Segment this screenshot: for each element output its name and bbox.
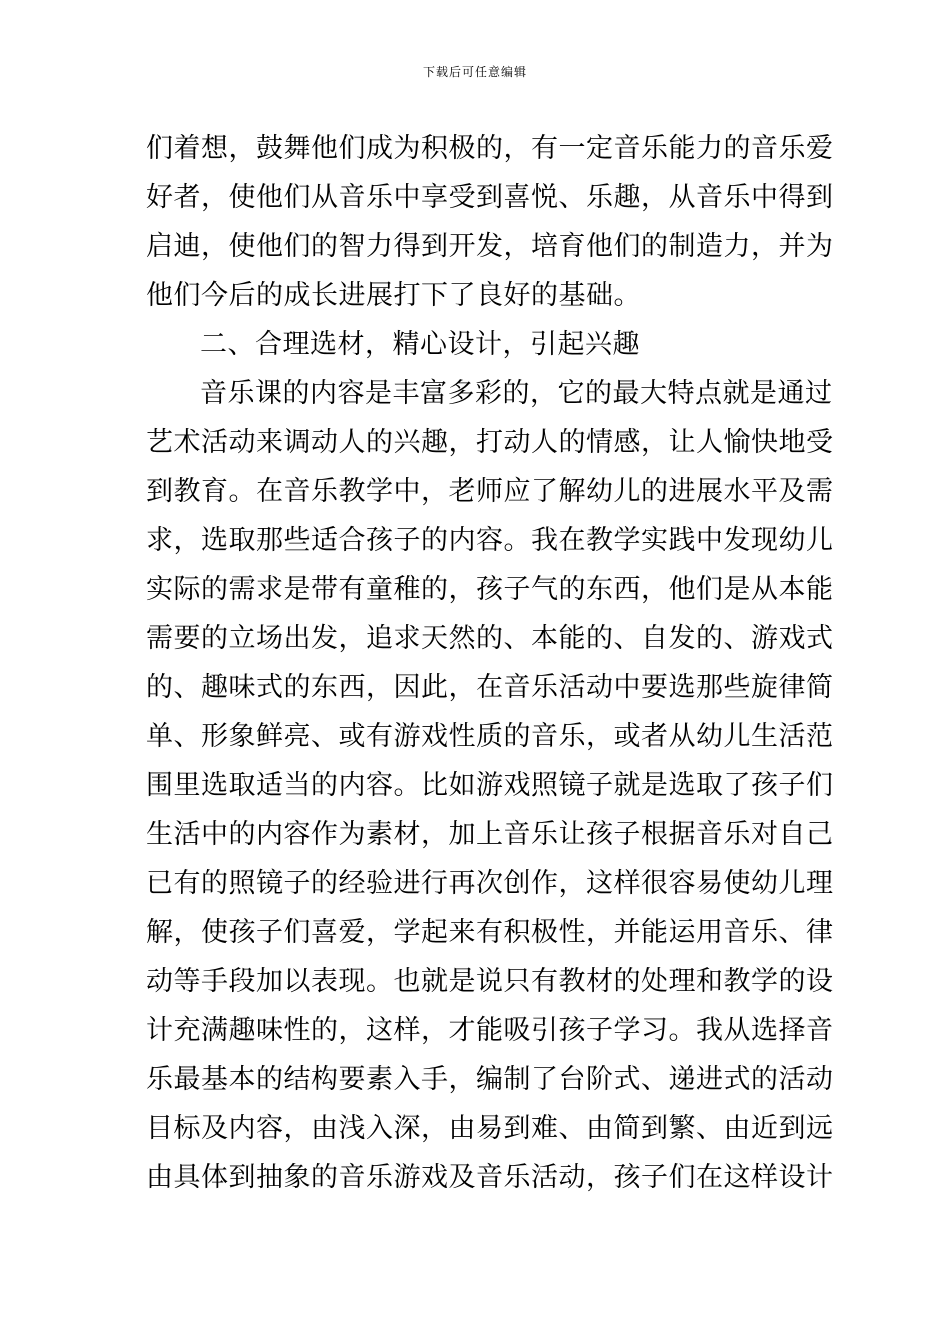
body-line: 实际的需求是带有童稚的，孩子气的东西，他们是从本能	[146, 574, 834, 605]
body-line: 的、趣味式的东西，因此，在音乐活动中要选那些旋律简	[146, 672, 834, 703]
body-line: 艺术活动来调动人的兴趣，打动人的情感，让人愉快地受	[146, 427, 834, 458]
body-line: 到教育。在音乐教学中，老师应了解幼儿的进展水平及需	[146, 476, 834, 507]
body-line: 们着想，鼓舞他们成为积极的，有一定音乐能力的音乐爱	[146, 133, 834, 164]
body-line: 由具体到抽象的音乐游戏及音乐活动，孩子们在这样设计	[146, 1162, 834, 1193]
body-line: 求，选取那些适合孩子的内容。我在教学实践中发现幼儿	[146, 525, 834, 556]
body-line: 好者，使他们从音乐中享受到喜悦、乐趣，从音乐中得到	[146, 182, 834, 213]
page-header: 下载后可任意编辑	[422, 65, 527, 79]
body-line: 乐最基本的结构要素入手，编制了台阶式、递进式的活动	[146, 1064, 834, 1095]
body-line: 计充满趣味性的，这样，才能吸引孩子学习。我从选择音	[146, 1015, 834, 1046]
body-line: 解，使孩子们喜爱，学起来有积极性，并能运用音乐、律	[146, 917, 834, 948]
document-body	[146, 124, 834, 1202]
body-line: 生活中的内容作为素材，加上音乐让孩子根据音乐对自己	[146, 819, 834, 850]
body-line: 单、形象鲜亮、或有游戏性质的音乐，或者从幼儿生活范	[146, 721, 834, 752]
body-line: 启迪，使他们的智力得到开发，培育他们的制造力，并为	[146, 231, 834, 262]
body-line: 他们今后的成长进展打下了良好的基础。	[146, 280, 641, 311]
body-line: 动等手段加以表现。也就是说只有教材的处理和教学的设	[146, 966, 834, 997]
body-line: 目标及内容，由浅入深，由易到难、由简到繁、由近到远	[146, 1113, 834, 1144]
body-line: 需要的立场出发，追求天然的、本能的、自发的、游戏式	[146, 623, 834, 654]
body-line: 已有的照镜子的经验进行再次创作，这样很容易使幼儿理	[146, 868, 834, 899]
body-line: 围里选取适当的内容。比如游戏照镜子就是选取了孩子们	[146, 770, 834, 801]
paragraph-start-line: 音乐课的内容是丰富多彩的，它的最大特点就是通过	[200, 378, 833, 409]
section-heading: 二、合理选材，精心设计，引起兴趣	[200, 329, 640, 360]
